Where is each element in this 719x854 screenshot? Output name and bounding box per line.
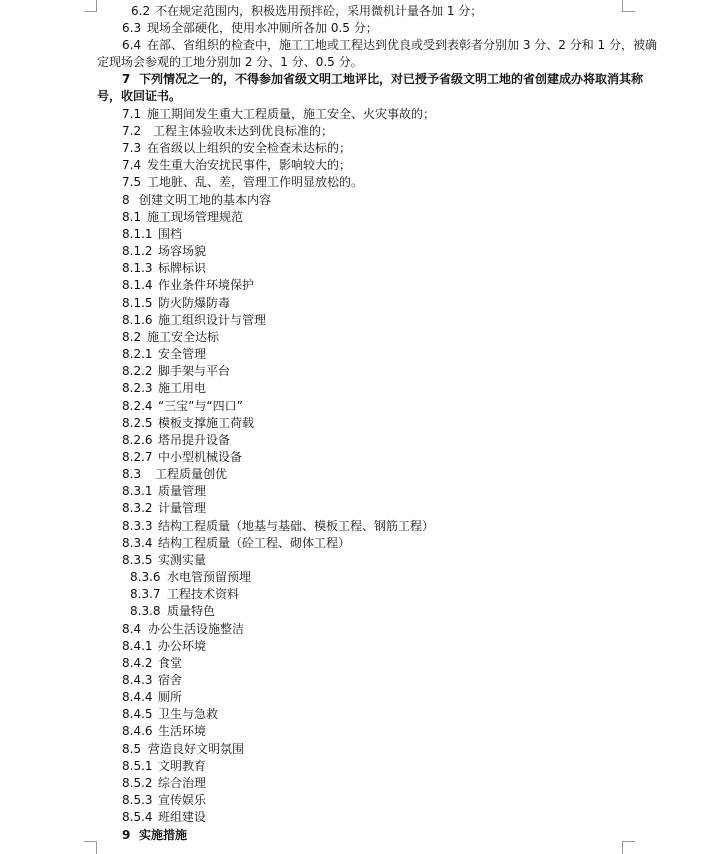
- paragraph-number: 8.3.2: [122, 501, 153, 515]
- paragraph-number: 8.4.6: [122, 724, 153, 738]
- paragraph-8-1: [122, 209, 243, 226]
- paragraph-number: 8.2.6: [122, 433, 153, 447]
- paragraph-number: 8.1: [122, 210, 142, 224]
- paragraph-8-4-1: [122, 638, 206, 655]
- paragraph-8-3-6: [130, 569, 251, 586]
- paragraph-number: 8.4: [122, 622, 142, 636]
- paragraph-8-1-4: [122, 277, 254, 294]
- paragraph-text: 综合治理: [158, 776, 207, 790]
- paragraph-8-5-1: [122, 758, 206, 775]
- paragraph-number: 7.3: [122, 141, 142, 155]
- paragraph-7-3: [122, 140, 351, 157]
- paragraph-8-3-2: [122, 500, 206, 517]
- paragraph-text: 质量管理: [158, 484, 207, 498]
- paragraph-8-1-2: [122, 243, 206, 260]
- paragraph-6-3: [122, 20, 378, 37]
- paragraph-text: 定现场会参观的工地分别加 2 分、1 分、0.5 分。: [97, 55, 363, 69]
- paragraph-number: 7.5: [122, 175, 142, 189]
- paragraph-text: 工程质量创优: [155, 467, 228, 481]
- paragraph-number: 7.2: [122, 124, 142, 138]
- paragraph-8-4-3: [122, 672, 182, 689]
- paragraph-7-2: [122, 123, 333, 140]
- paragraph-number: 8.4.3: [122, 673, 153, 687]
- paragraph-number: 8.5.2: [122, 776, 153, 790]
- paragraph-6-2: [131, 3, 482, 20]
- paragraph-text: 号，收回证书。: [97, 89, 182, 103]
- paragraph-number: 8: [122, 193, 130, 207]
- paragraph-number: 8.1.2: [122, 244, 153, 258]
- paragraph-8-4: [122, 621, 244, 638]
- paragraph-number: 8.3: [122, 467, 142, 481]
- paragraph-text: 实测实量: [158, 553, 207, 567]
- paragraph-number: 9: [122, 828, 131, 842]
- paragraph-7-1: [122, 106, 435, 123]
- paragraph-7-5: [122, 174, 363, 191]
- paragraph-text: 标牌标识: [158, 261, 207, 275]
- paragraph-number: 8.2.1: [122, 347, 153, 361]
- paragraph-text: 围档: [158, 227, 183, 241]
- paragraph-number: 8.2.2: [122, 364, 153, 378]
- paragraph-text: 宿舍: [158, 673, 183, 687]
- paragraph-text: 创建文明工地的基本内容: [139, 193, 272, 207]
- paragraph-number: 7.1: [122, 107, 142, 121]
- paragraph-text: 防火防爆防毒: [158, 296, 231, 310]
- paragraph-text: 水电管预留预埋: [167, 570, 252, 584]
- paragraph-8-4-4: [122, 689, 182, 706]
- paragraph-number: 8.5: [122, 742, 142, 756]
- paragraph-8-3-4: [122, 535, 350, 552]
- paragraph-text: 质量特色: [167, 604, 216, 618]
- paragraph-text: 文明教育: [158, 759, 207, 773]
- paragraph-7-4: [122, 157, 351, 174]
- page-corner-mark: [84, 0, 97, 12]
- paragraph-number: 8.3.1: [122, 484, 153, 498]
- paragraph-8-4-2: [122, 655, 182, 672]
- paragraph-number: 8.3.8: [130, 604, 161, 618]
- paragraph-8-2-1: [122, 346, 206, 363]
- paragraph-number: 8.3.5: [122, 553, 153, 567]
- paragraph-8: [122, 192, 271, 209]
- paragraph-number: 8.3.3: [122, 519, 153, 533]
- paragraph-text: 施工现场管理规范: [147, 210, 244, 224]
- paragraph-number: 8.2.3: [122, 381, 153, 395]
- page-corner-mark: [84, 841, 97, 854]
- paragraph-text: 施工组织设计与管理: [158, 313, 267, 327]
- paragraph-8-1-3: [122, 260, 206, 277]
- paragraph-number: 8.5.4: [122, 810, 153, 824]
- paragraph-number: 7: [122, 72, 131, 86]
- paragraph-8-2-4: [122, 398, 243, 415]
- paragraph-number: 8.1.4: [122, 278, 153, 292]
- paragraph-number: 8.4.4: [122, 690, 153, 704]
- paragraph-text: 施工期间发生重大工程质量，施工安全、火灾事故的；: [147, 107, 436, 121]
- paragraph-text: 下列情况之一的，不得参加省级文明工地评比，对已授予省级文明工地的省创建成办将取消其称: [139, 72, 644, 86]
- paragraph-8-2-6: [122, 432, 230, 449]
- paragraph-8-1-1: [122, 226, 182, 243]
- paragraph-6-4: [122, 37, 657, 54]
- paragraph-8-3-7: [130, 586, 239, 603]
- paragraph-8-3-5: [122, 552, 206, 569]
- paragraph-number: 8.4.5: [122, 707, 153, 721]
- paragraph-text: 作业条件环境保护: [158, 278, 255, 292]
- paragraph-number: 8.5.3: [122, 793, 153, 807]
- paragraph-8-5-2: [122, 775, 206, 792]
- paragraph-number: 8.3.4: [122, 536, 153, 550]
- paragraph-text: 工程主体验收未达到优良标准的；: [153, 124, 334, 138]
- paragraph-number: 8.3.7: [130, 587, 161, 601]
- paragraph-8-4-5: [122, 706, 218, 723]
- paragraph-text: 食堂: [158, 656, 183, 670]
- paragraph-text: 安全管理: [158, 347, 207, 361]
- paragraph-8-1-6: [122, 312, 266, 329]
- paragraph-8-3-1: [122, 483, 206, 500]
- paragraph-number: 8.2.7: [122, 450, 153, 464]
- paragraph-number: 8.2.5: [122, 416, 153, 430]
- paragraph-8-2: [122, 329, 219, 346]
- paragraph-text: 在部、省组织的检查中，施工工地或工程达到优良或受到表彰者分别加 3 分、2 分和 1 分，被确: [147, 38, 657, 52]
- paragraph-text: 中小型机械设备: [158, 450, 243, 464]
- paragraph-text: 班组建设: [158, 810, 207, 824]
- paragraph-number: 8.5.1: [122, 759, 153, 773]
- paragraph-8-5-3: [122, 792, 206, 809]
- paragraph-number: 8.4.1: [122, 639, 153, 653]
- paragraph-8-2-7: [122, 449, 242, 466]
- paragraph-number: 6.2: [131, 4, 151, 18]
- paragraph-text: 办公环境: [158, 639, 207, 653]
- paragraph-number: 8.2: [122, 330, 142, 344]
- paragraph-text: “三宝”与“四口”: [158, 399, 243, 413]
- paragraph-8-5-4: [122, 809, 206, 826]
- paragraph-7: [122, 71, 643, 88]
- paragraph-number: 8.1.6: [122, 313, 153, 327]
- paragraph-number: 7.4: [122, 158, 142, 172]
- paragraph-6-4-continued: [97, 54, 363, 71]
- paragraph-number: 8.1.5: [122, 296, 153, 310]
- paragraph-text: 实施措施: [139, 828, 188, 842]
- paragraph-8-4-6: [122, 723, 206, 740]
- paragraph-text: 计量管理: [158, 501, 207, 515]
- paragraph-text: 施工安全达标: [147, 330, 220, 344]
- paragraph-text: 宣传娱乐: [158, 793, 207, 807]
- paragraph-number: 8.1.3: [122, 261, 153, 275]
- paragraph-number: 8.3.6: [130, 570, 161, 584]
- paragraph-text: 生活环境: [158, 724, 207, 738]
- paragraph-text: 场容场貌: [158, 244, 207, 258]
- paragraph-number: 6.4: [122, 38, 142, 52]
- paragraph-7-continued: [97, 88, 181, 105]
- paragraph-text: 脚手架与平台: [158, 364, 231, 378]
- paragraph-text: 工程技术资料: [167, 587, 240, 601]
- paragraph-8-1-5: [122, 295, 230, 312]
- paragraph-number: 8.1.1: [122, 227, 153, 241]
- paragraph-8-2-5: [122, 415, 254, 432]
- paragraph-text: 营造良好文明氛围: [148, 742, 245, 756]
- paragraph-number: 8.2.4: [122, 399, 153, 413]
- paragraph-text: 在省级以上组织的安全检查未达标的；: [147, 141, 352, 155]
- page-corner-mark: [622, 841, 635, 854]
- paragraph-9: [122, 827, 187, 844]
- paragraph-text: 工地脏、乱、差，管理工作明显放松的。: [147, 175, 364, 189]
- paragraph-text: 卫生与急救: [158, 707, 219, 721]
- paragraph-text: 模板支撑施工荷载: [158, 416, 255, 430]
- paragraph-number: 8.4.2: [122, 656, 153, 670]
- paragraph-text: 结构工程质量（地基与基础、模板工程、钢筋工程）: [158, 519, 435, 533]
- paragraph-8-5: [122, 741, 244, 758]
- paragraph-text: 结构工程质量（砼工程、砌体工程）: [158, 536, 351, 550]
- paragraph-number: 6.3: [122, 21, 142, 35]
- page-corner-mark: [622, 0, 635, 12]
- paragraph-text: 发生重大治安扰民事件，影响较大的；: [147, 158, 352, 172]
- paragraph-text: 不在规定范围内，积极选用预拌砼，采用微机计量各加 1 分；: [155, 4, 483, 18]
- paragraph-8-3: [122, 466, 227, 483]
- paragraph-8-2-3: [122, 380, 206, 397]
- paragraph-8-2-2: [122, 363, 230, 380]
- paragraph-text: 厕所: [158, 690, 183, 704]
- paragraph-8-3-8: [130, 603, 215, 620]
- paragraph-text: 塔吊提升设备: [158, 433, 231, 447]
- paragraph-text: 现场全部硬化，使用水冲厕所各加 0.5 分；: [147, 21, 378, 35]
- paragraph-8-3-3: [122, 518, 434, 535]
- paragraph-text: 办公生活设施整洁: [148, 622, 245, 636]
- paragraph-text: 施工用电: [158, 381, 207, 395]
